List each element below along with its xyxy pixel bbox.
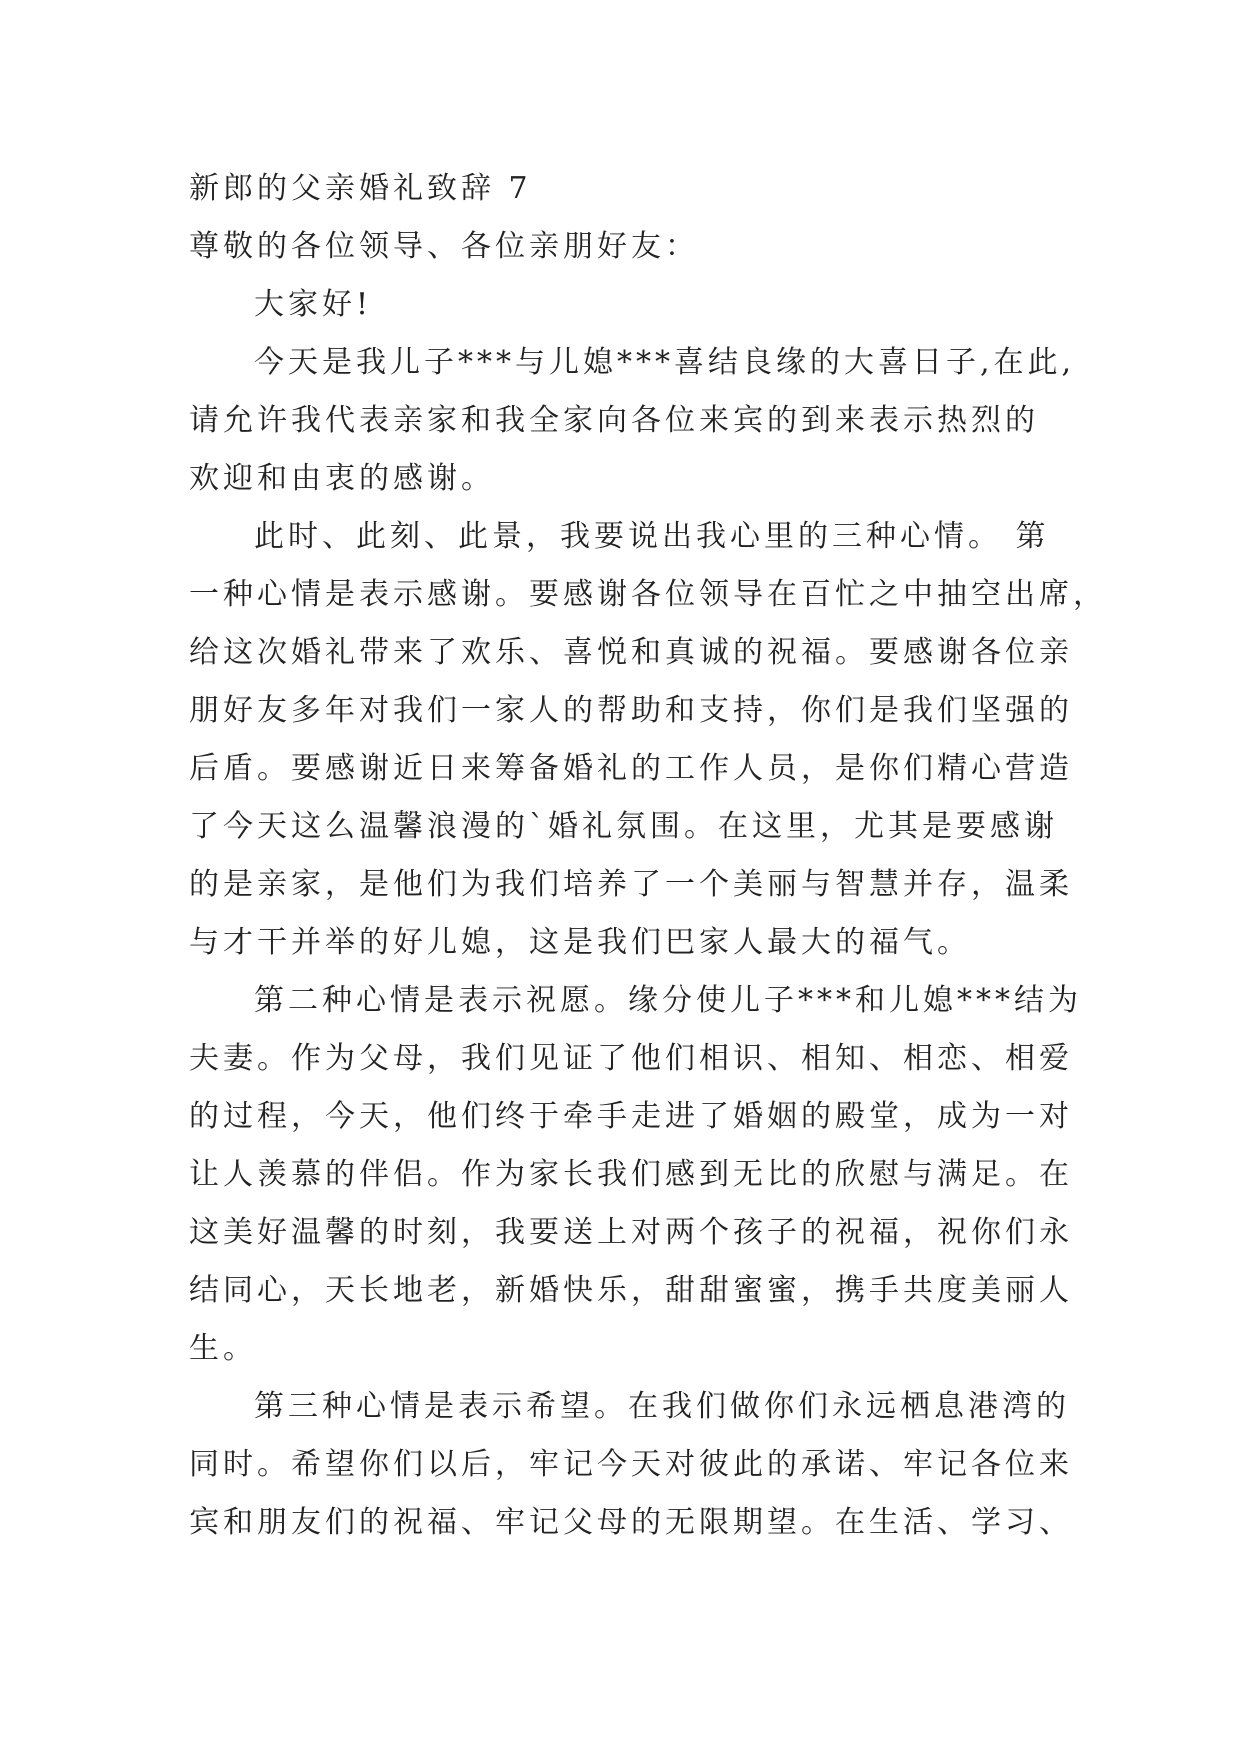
paragraph-welcome	[189, 334, 1076, 508]
paragraph-line: 了今天这么温馨浪漫的`婚礼氛围。在这里，尤其是要感谢	[189, 809, 1058, 844]
paragraph-line: 同时。希望你们以后，牢记今天对彼此的承诺、牢记各位来	[189, 1447, 1073, 1482]
paragraph-line: 今天是我儿子***与儿媳***喜结良缘的大喜日子,在此,	[254, 345, 1076, 380]
paragraph-line: 生。	[189, 1331, 257, 1366]
paragraph-line: 欢迎和由衷的感谢。	[189, 461, 495, 496]
paragraph-gratitude	[189, 508, 1107, 972]
paragraph-line: 结同心，天长地老，新婚快乐，甜甜蜜蜜，携手共度美丽人	[189, 1273, 1073, 1308]
paragraph-line: 给这次婚礼带来了欢乐、喜悦和真诚的祝福。要感谢各位亲	[189, 635, 1073, 670]
paragraph-line: 第三种心情是表示希望。在我们做你们永远栖息港湾的	[254, 1389, 1070, 1424]
paragraph-line: 这美好温馨的时刻，我要送上对两个孩子的祝福，祝你们永	[189, 1215, 1073, 1250]
paragraph-hope	[189, 1378, 1073, 1552]
paragraph-line: 后盾。要感谢近日来筹备婚礼的工作人员，是你们精心营造	[189, 751, 1073, 786]
paragraph-line: 让人羡慕的伴侣。作为家长我们感到无比的欣慰与满足。在	[189, 1157, 1073, 1192]
document-title: 新郎的父亲婚礼致辞 7	[189, 171, 532, 206]
salutation: 尊敬的各位领导、各位亲朋好友：	[189, 229, 699, 264]
paragraph-line: 的是亲家，是他们为我们培养了一个美丽与智慧并存，温柔	[189, 867, 1073, 902]
paragraph-line: 朋好友多年对我们一家人的帮助和支持，你们是我们坚强的	[189, 693, 1073, 728]
paragraph-line: 宾和朋友们的祝福、牢记父母的无限期望。在生活、学习、	[189, 1505, 1073, 1540]
paragraph-line: 的过程，今天，他们终于牵手走进了婚姻的殿堂，成为一对	[189, 1099, 1073, 1134]
document-body	[189, 160, 1107, 1552]
paragraph-blessing	[189, 972, 1082, 1378]
paragraph-line: 夫妻。作为父母，我们见证了他们相识、相知、相恋、相爱	[189, 1041, 1073, 1076]
greeting: 大家好!	[254, 287, 373, 322]
paragraph-line: 与才干并举的好儿媳，这是我们巴家人最大的福气。	[189, 925, 971, 960]
paragraph-line: 此时、此刻、此景，我要说出我心里的三种心情。 第	[254, 519, 1050, 554]
paragraph-line: 第二种心情是表示祝愿。缘分使儿子***和儿媳***结为	[254, 983, 1082, 1018]
paragraph-line: 一种心情是表示感谢。要感谢各位领导在百忙之中抽空出席，	[189, 577, 1107, 612]
paragraph-line: 请允许我代表亲家和我全家向各位来宾的到来表示热烈的	[189, 403, 1039, 438]
